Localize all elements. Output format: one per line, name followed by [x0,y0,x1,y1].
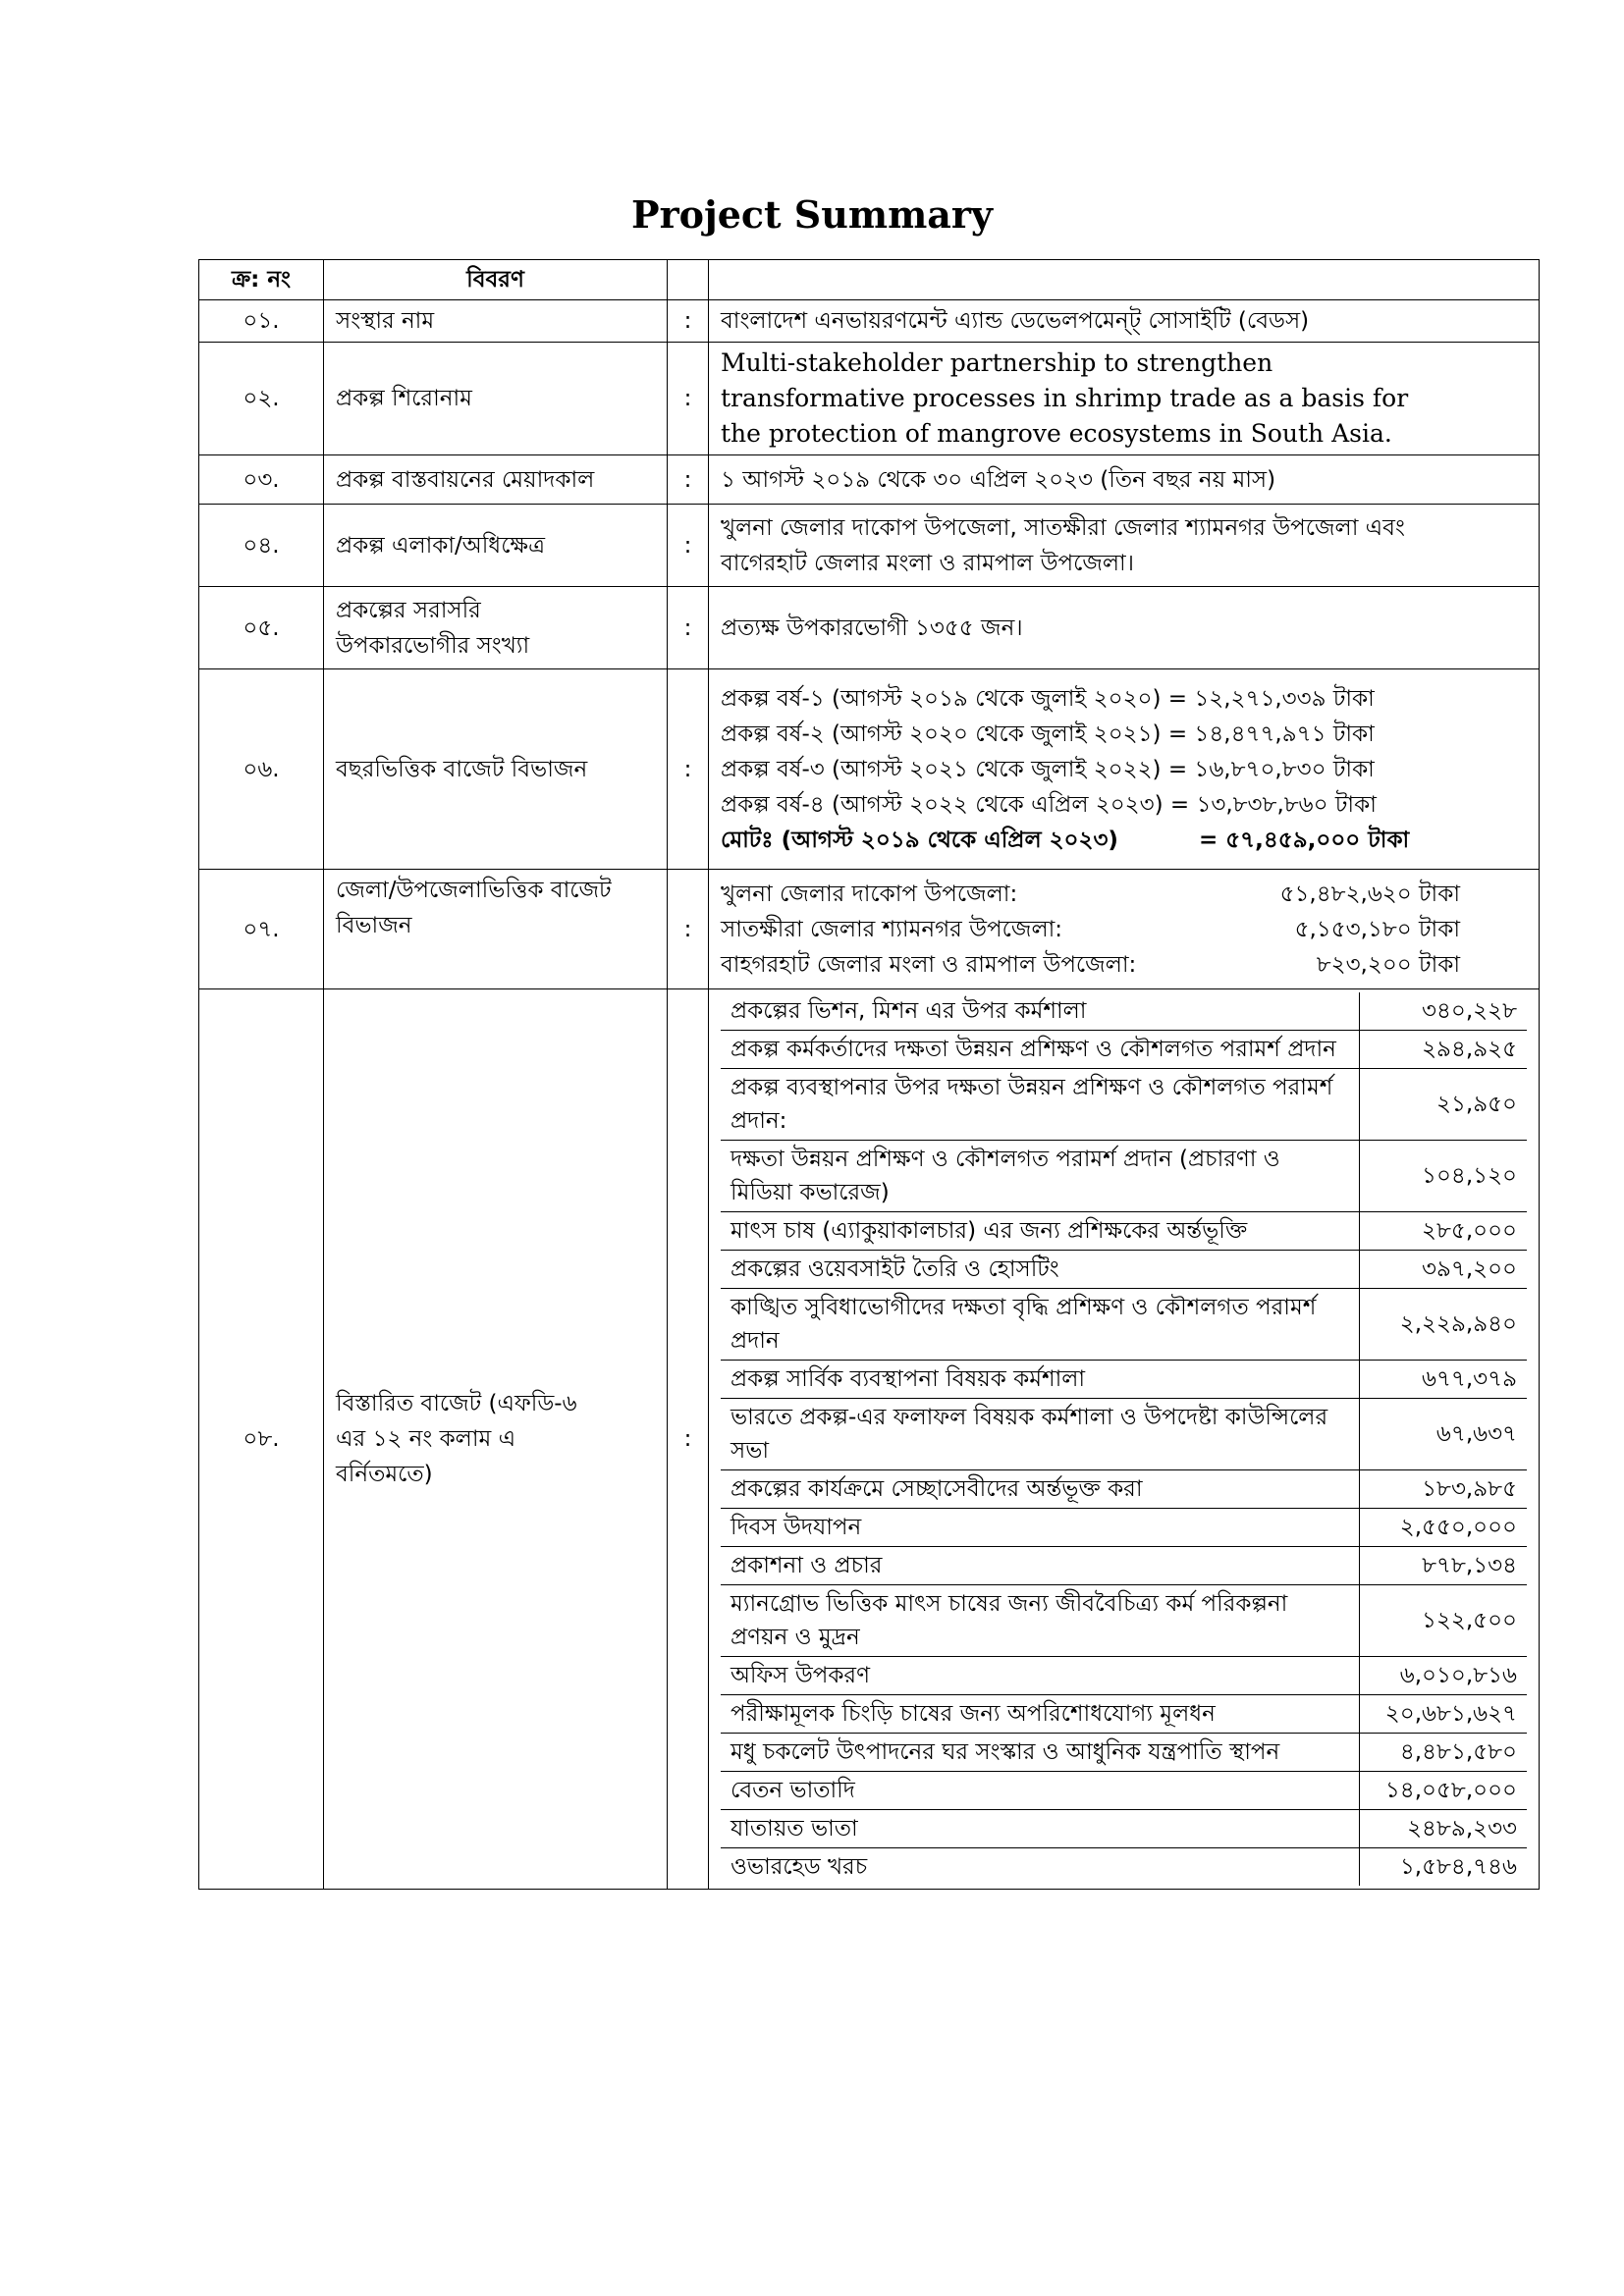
budget-amount: ৩৪০,২২৮ [1360,992,1528,1031]
district-name: সাতক্ষীরা জেলার শ্যামনগর উপজেলা: [721,916,1063,942]
label-line: বর্নিতমতে) [336,1462,433,1487]
row-number: ০৪. [199,505,324,587]
table-row [199,505,1540,587]
total-value: = ৫৭,৪৫৯,০০০ টাকা [1198,827,1410,853]
budget-item-row [721,1069,1527,1141]
row-value [709,343,1540,455]
row-value: প্রত্যক্ষ উপকারভোগী ১৩৫৫ জন। [709,587,1540,669]
row-number: ০১. [199,300,324,343]
header-serial-number: ক্র: নং [199,260,324,300]
district-budget-line [721,877,1460,912]
row-label: বছরভিত্তিক বাজেট বিভাজন [324,669,668,870]
row-label: সংস্থার নাম [324,300,668,343]
row-number: ০৬. [199,669,324,870]
label-line: প্রকল্পের সরাসরি [336,597,481,623]
row-value: ১ আগস্ট ২০১৯ থেকে ৩০ এপ্রিল ২০২৩ (তিন বছর নয় মাস) [709,455,1540,505]
row-value [709,669,1540,870]
table-row [199,300,1540,343]
row-label [324,870,668,989]
row-colon: : [668,587,709,669]
district-amount: ৫১,৪৮২,৬২০ টাকা [1279,881,1460,907]
row-colon: : [668,455,709,505]
budget-item-row [721,1848,1527,1887]
row-value [709,870,1540,989]
budget-item: ওভারহেড খরচ [721,1848,1360,1887]
budget-item-row [721,1031,1527,1069]
budget-amount: ২৪৮৯,২৩৩ [1360,1810,1528,1848]
table-row [199,587,1540,669]
budget-amount: ২০,৬৮১,৬২৭ [1360,1695,1528,1734]
budget-amount: ১০৪,১২০ [1360,1141,1528,1212]
row-value [709,505,1540,587]
header-value [709,260,1540,300]
budget-item: দক্ষতা উন্নয়ন প্রশিক্ষণ ও কৌশলগত পরামর্শ প্রদান (প্রচারণা ও মিডিয়া কভারেজ) [721,1141,1360,1212]
year-budget-line: প্রকল্প বর্ষ-২ (আগস্ট ২০২০ থেকে জুলাই ২০২১) = ১৪,৪৭৭,৯৭১ টাকা [721,721,1375,747]
table-row [199,870,1540,989]
budget-amount: ১,৫৮৪,৭৪৬ [1360,1848,1528,1887]
district-name: বাহগরহাট জেলার মংলা ও রামপাল উপজেলা: [721,951,1137,978]
row-label [324,989,668,1890]
budget-amount: ২১,৯৫০ [1360,1069,1528,1141]
budget-item-row [721,1657,1527,1695]
row-number: ০৩. [199,455,324,505]
budget-amount: ৬৭৭,৩৭৯ [1360,1361,1528,1399]
project-title-line: the protection of mangrove ecosystems in South Asia. [721,419,1392,448]
budget-item-row [721,1212,1527,1251]
district-amount: ৮২৩,২০০ টাকা [1316,951,1460,978]
row-colon: : [668,870,709,989]
total-budget-line [721,823,1527,858]
budget-amount: ২৮৫,০০০ [1360,1212,1528,1251]
budget-item: যাতায়ত ভাতা [721,1810,1360,1848]
row-number: ০৭. [199,870,324,989]
table-row [199,343,1540,455]
table-row [199,669,1540,870]
budget-amount: ৩৯৭,২০০ [1360,1251,1528,1289]
budget-item: অফিস উপকরণ [721,1657,1360,1695]
header-colon [668,260,709,300]
budget-item: প্রকল্পের ওয়েবসাইট তৈরি ও হোসটিং [721,1251,1360,1289]
row-label: প্রকল্প এলাকা/অধিক্ষেত্র [324,505,668,587]
row-label [324,587,668,669]
budget-item: দিবস উদযাপন [721,1509,1360,1547]
budget-item: মধু চকলেট উৎপাদনের ঘর সংস্কার ও আধুনিক যন্ত্রপাতি স্থাপন [721,1734,1360,1772]
budget-amount: ৪,৪৮১,৫৮০ [1360,1734,1528,1772]
budget-item-row [721,1695,1527,1734]
district-budget-line [721,947,1460,983]
label-line: বিস্তারিত বাজেট (এফডি-৬ [336,1391,577,1416]
budget-amount: ২,২২৯,৯৪০ [1360,1289,1528,1361]
budget-item: ম্যানগ্রোভ ভিত্তিক মাৎস চাষের জন্য জীববৈচিত্র্য কর্ম পরিকল্পনা প্রণয়ন ও মুদ্রন [721,1585,1360,1657]
budget-item-row [721,1470,1527,1509]
row-number: ০২. [199,343,324,455]
detailed-budget-table [721,992,1527,1886]
budget-item: প্রকল্প ব্যবস্থাপনার উপর দক্ষতা উন্নয়ন প্রশিক্ষণ ও কৌশলগত পরামর্শ প্রদান: [721,1069,1360,1141]
header-description: বিবরণ [324,260,668,300]
budget-amount: ২,৫৫০,০০০ [1360,1509,1528,1547]
detailed-budget-cell [709,989,1540,1890]
budget-amount: ৮৭৮,১৩৪ [1360,1547,1528,1585]
budget-item-row [721,992,1527,1031]
row-colon: : [668,300,709,343]
row-number: ০৫. [199,587,324,669]
budget-item-row [721,1361,1527,1399]
budget-item: প্রকাশনা ও প্রচার [721,1547,1360,1585]
area-line: খুলনা জেলার দাকোপ উপজেলা, সাতক্ষীরা জেলার শ্যামনগর উপজেলা এবং [721,514,1405,541]
year-budget-line: প্রকল্প বর্ষ-৪ (আগস্ট ২০২২ থেকে এপ্রিল ২০২৩) = ১৩,৮৩৮,৮৬০ টাকা [721,791,1377,818]
budget-item: ভারতে প্রকল্প-এর ফলাফল বিষয়ক কর্মশালা ও উপদেষ্টা কাউন্সিলের সভা [721,1399,1360,1470]
district-budget-line [721,912,1460,947]
budget-item-row [721,1734,1527,1772]
budget-amount: ৬৭,৬৩৭ [1360,1399,1528,1470]
budget-item: প্রকল্প কর্মকর্তাদের দক্ষতা উন্নয়ন প্রশিক্ষণ ও কৌশলগত পরামর্শ প্রদান [721,1031,1360,1069]
budget-amount: ২৯৪,৯২৫ [1360,1031,1528,1069]
label-line: এর ১২ নং কলাম এ [336,1426,516,1452]
row-label: প্রকল্প বাস্তবায়নের মেয়াদকাল [324,455,668,505]
page-title: Project Summary [631,192,993,237]
project-summary-table [198,259,1540,1890]
budget-amount: ১২২,৫০০ [1360,1585,1528,1657]
district-amount: ৫,১৫৩,১৮০ টাকা [1294,916,1460,942]
label-line: বিভাজন [336,913,412,938]
row-value: বাংলাদেশ এনভায়রণমেন্ট এ্যান্ড ডেভেলপমেন্ট্ সোসাইটি (বেডস) [709,300,1540,343]
total-label: মোটঃ (আগস্ট ২০১৯ থেকে এপ্রিল ২০২৩) [721,827,1118,853]
table-row [199,455,1540,505]
budget-item-row [721,1810,1527,1848]
row-colon: : [668,505,709,587]
budget-item: প্রকল্পের কার্যক্রমে সেচ্ছাসেবীদের অর্ন্তভূক্ত করা [721,1470,1360,1509]
budget-item: বেতন ভাতাদি [721,1772,1360,1810]
budget-item: পরীক্ষামূলক চিংড়ি চাষের জন্য অপরিশোধযোগ্য মূলধন [721,1695,1360,1734]
budget-item-row [721,1547,1527,1585]
project-title-line: Multi-stakeholder partnership to strengthen [721,348,1273,377]
budget-item-row [721,1509,1527,1547]
row-number: ০৮. [199,989,324,1890]
budget-item: প্রকল্পের ভিশন, মিশন এর উপর কর্মশালা [721,992,1360,1031]
table-row [199,989,1540,1890]
row-colon: : [668,669,709,870]
label-line: উপকারভোগীর সংখ্যা [336,632,530,659]
district-name: খুলনা জেলার দাকোপ উপজেলা: [721,881,1018,907]
budget-item-row [721,1772,1527,1810]
budget-item-row [721,1251,1527,1289]
budget-item-row [721,1141,1527,1212]
budget-item-row [721,1585,1527,1657]
budget-amount: ১৮৩,৯৮৫ [1360,1470,1528,1509]
row-colon: : [668,343,709,455]
budget-amount: ১৪,০৫৮,০০০ [1360,1772,1528,1810]
budget-item: মাৎস চাষ (এ্যাকুয়াকালচার) এর জন্য প্রশিক্ষকের অর্ন্তভূক্তি [721,1212,1360,1251]
row-label: প্রকল্প শিরোনাম [324,343,668,455]
project-title-line: transformative processes in shrimp trade as a basis for [721,384,1409,412]
table-header-row [199,260,1540,300]
label-line: জেলা/উপজেলাভিত্তিক বাজেট [336,878,612,903]
year-budget-line: প্রকল্প বর্ষ-১ (আগস্ট ২০১৯ থেকে জুলাই ২০২০) = ১২,২৭১,৩৩৯ টাকা [721,685,1375,712]
budget-item-row [721,1289,1527,1361]
area-line: বাগেরহাট জেলার মংলা ও রামপাল উপজেলা। [721,550,1134,576]
budget-item-row [721,1399,1527,1470]
budget-item: প্রকল্প সার্বিক ব্যবস্থাপনা বিষয়ক কর্মশালা [721,1361,1360,1399]
budget-amount: ৬,০১০,৮১৬ [1360,1657,1528,1695]
year-budget-line: প্রকল্প বর্ষ-৩ (আগস্ট ২০২১ থেকে জুলাই ২০২২) = ১৬,৮৭০,৮৩০ টাকা [721,756,1375,782]
row-colon: : [668,989,709,1890]
budget-item: কাঙ্খিত সুবিধাভোগীদের দক্ষতা বৃদ্ধি প্রশিক্ষণ ও কৌশলগত পরামর্শ প্রদান [721,1289,1360,1361]
